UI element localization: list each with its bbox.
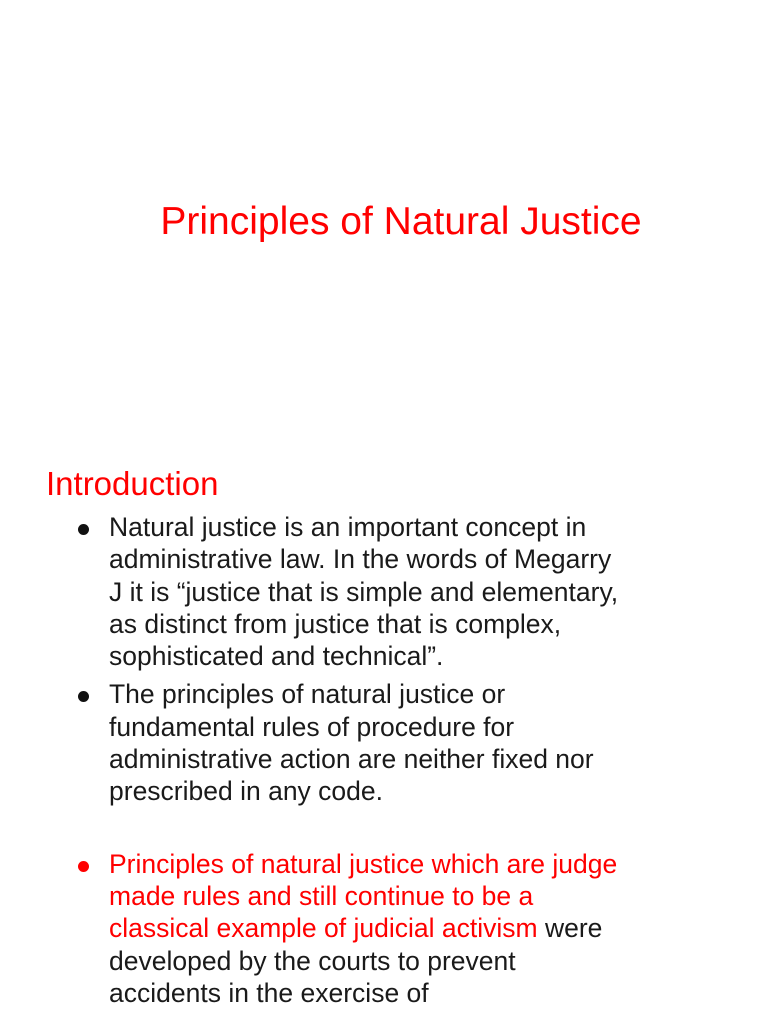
- slide-title: Principles of Natural Justice: [160, 200, 642, 243]
- bullet-list: [0, 511, 768, 1009]
- bullet-item: [0, 511, 629, 672]
- bullet-text: were developed by the courts to prevent accidents in the exercise of: [109, 913, 603, 1008]
- bullet-text: The principles of natural justice or fundamental rules of procedure for administrative action are neither fixed nor prescribed in any code.: [109, 679, 594, 807]
- bullet-dot-icon: [78, 861, 89, 872]
- bullet-item: [0, 678, 629, 807]
- bullet-dot-icon: [78, 524, 89, 535]
- bullet-text: Natural justice is an important concept in administrative law. In the words of Megarry J it is “justice that is simple and elementary, as distinct from justice that is complex, sophisticated and technical”.: [109, 512, 619, 672]
- bullet-dot-icon: [78, 691, 89, 702]
- bullet-item: [0, 848, 629, 1009]
- bullet-highlighted-text: Principles of natural justice which are judge made rules and still continue to be a classical example of judicial activism: [109, 848, 618, 944]
- section-heading: Introduction: [46, 465, 219, 502]
